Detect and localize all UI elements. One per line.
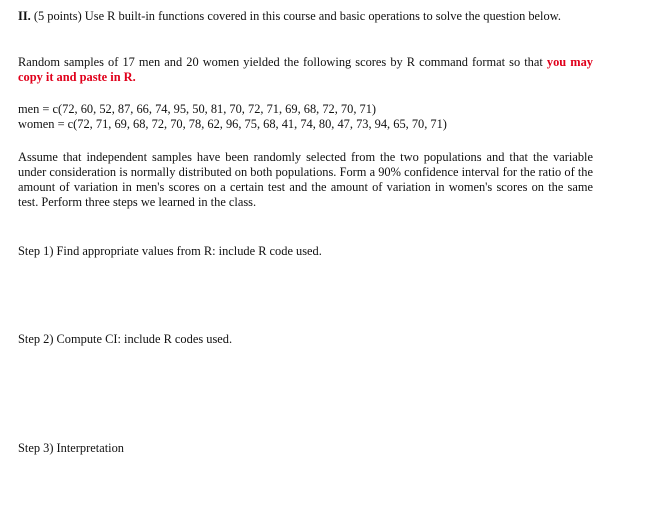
step-2-label: Step 2) Compute CI: include R codes used. <box>18 332 233 346</box>
step-1-label: Step 1) Find appropriate values from R: include R code used. <box>18 244 322 258</box>
women-scores-line: women = c(72, 71, 69, 68, 72, 70, 78, 62, 96, 75, 68, 41, 74, 80, 47, 73, 94, 65, 70, 71) <box>18 117 447 131</box>
r-data-block <box>18 102 593 132</box>
question-number: II. <box>18 9 31 23</box>
step-3-label: Step 3) Interpretation <box>18 441 124 455</box>
intro-text: Random samples of 17 men and 20 women yielded the following scores by R command format so that <box>18 55 547 69</box>
intro-paragraph <box>18 55 593 85</box>
copy-paste-highlight-1: you <box>546 55 567 69</box>
question-prompt: (5 points) Use R built-in functions covered in this course and basic operations to solve the question below. <box>33 9 561 23</box>
copy-paste-highlight-2: may copy it and paste in R <box>18 55 593 84</box>
assumption-paragraph: Assume that independent samples have been randomly selected from the two populations and that the variable under consideration is normally distributed on both populations. Form a 90% confidence interval for the ratio of the amount of variation in men's scores on a certain test and the amount of variation in women's scores on the same test. Perform three steps we learned in the class. <box>18 150 593 209</box>
question-header <box>18 9 593 24</box>
intro-end: . <box>132 70 136 84</box>
men-scores-line: men = c(72, 60, 52, 87, 66, 74, 95, 50, 81, 70, 72, 71, 69, 68, 72, 70, 71) <box>18 102 377 116</box>
